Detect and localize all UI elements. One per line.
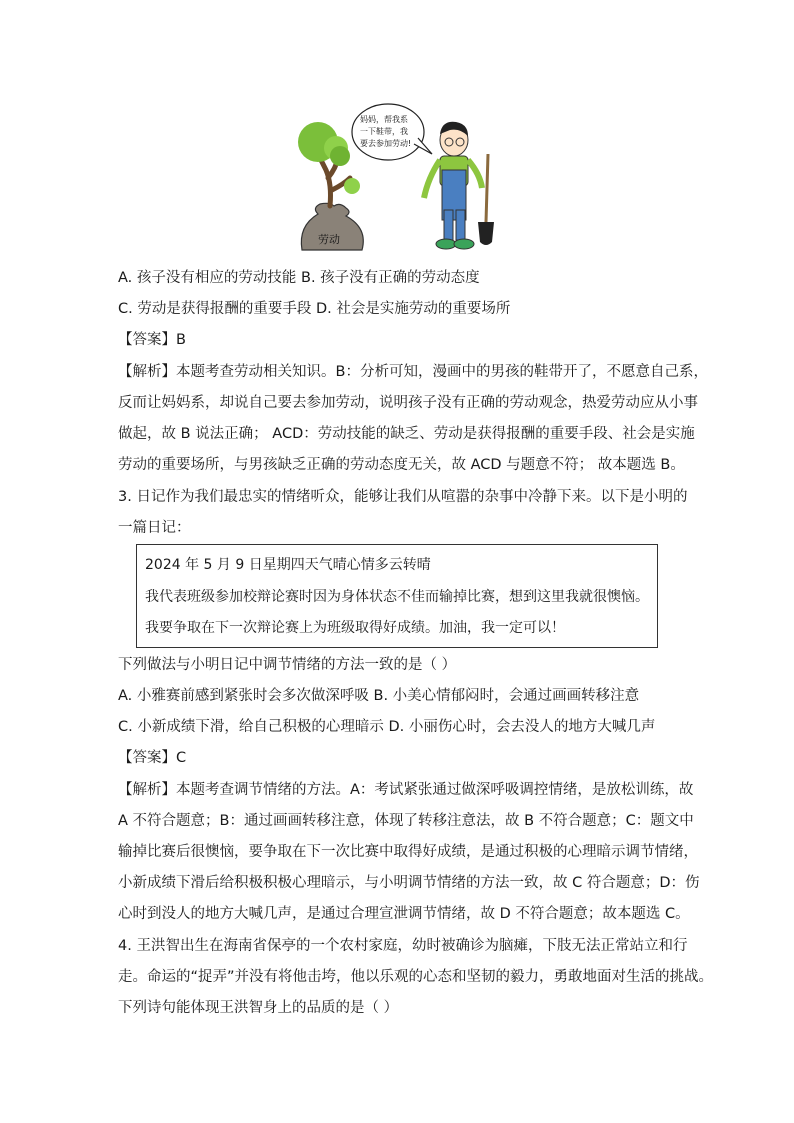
q3-analysis-line: 小新成绩下滑后给积极积极心理暗示，与小明调节情绪的方法一致，故 C 符合题意；D：伤	[118, 875, 700, 891]
boy-figure	[424, 122, 482, 249]
speech-line-1: 妈妈，帮我系	[360, 115, 408, 124]
shovel	[478, 154, 494, 245]
q2-analysis-line: 反而让妈妈系，却说自己要去参加劳动，说明孩子没有正确的劳动观念，热爱劳动应从小事	[118, 395, 698, 411]
q2-analysis-line: 做起，故 B 说法正确； ACD：劳动技能的缺乏、劳动是获得报酬的重要手段、社会是实施	[118, 426, 695, 442]
diary-line: 2024 年 5 月 9 日星期四天气晴心情多云转晴	[145, 557, 431, 573]
q3-stem-line: 一篇日记：	[118, 520, 191, 536]
q2-analysis-line: 【解析】本题考查劳动相关知识。B：分析可知，漫画中的男孩的鞋带开了，不愿意自己系，	[118, 364, 708, 380]
q3-analysis-line: A 不符合题意；B：通过画画转移注意，体现了转移注意法，故 B 不符合题意；C：题文中	[118, 813, 694, 829]
q3-options-ab: A. 小雅赛前感到紧张时会多次做深呼吸 B. 小美心情郁闷时，会通过画画转移注意	[118, 688, 640, 704]
q3-analysis-line: 输掉比赛后很懊恼，要争取在下一次比赛中取得好成绩，是通过积极的心理暗示调节情绪，	[118, 844, 698, 860]
speech-line-3: 要去参加劳动!	[360, 139, 412, 148]
diary-line: 我要争取在下一次辩论赛上为班级取得好成绩。加油，我一定可以！	[145, 620, 565, 636]
tree-leaf	[344, 178, 360, 194]
q2-options-cd: C. 劳动是获得报酬的重要手段 D. 社会是实施劳动的重要场所	[118, 301, 511, 317]
diary-line: 我代表班级参加校辩论赛时因为身体状态不佳而输掉比赛，想到这里我就很懊恼。	[145, 589, 649, 605]
q2-analysis-line: 劳动的重要场所，与男孩缺乏正确的劳动态度无关，故 ACD 与题意不符； 故本题选 B。	[118, 457, 685, 473]
speech-line-2: 一下鞋带，我	[360, 127, 408, 136]
q3-options-cd: C. 小新成绩下滑，给自己积极的心理暗示 D. 小丽伤心时，会去没人的地方大喊几声	[118, 719, 656, 735]
labor-cartoon-illustration	[290, 98, 510, 258]
q3-answer: 【答案】C	[118, 750, 187, 766]
q2-answer: 【答案】B	[118, 332, 186, 348]
q4-stem-line: 4. 王洪智出生在海南省保亭的一个农村家庭，幼时被确诊为脑瘫，下肢无法正常站立和行	[118, 938, 688, 954]
diary-box	[136, 544, 658, 648]
sack-label: 劳动	[318, 233, 340, 246]
q4-stem-line: 下列诗句能体现王洪智身上的品质的是（ ）	[118, 1000, 399, 1016]
q3-analysis-line: 【解析】本题考查调节情绪的方法。A：考试紧张通过做深呼吸调控情绪，是放松训练，故	[118, 782, 694, 798]
q3-stem-line: 3. 日记作为我们最忠实的情绪听众，能够让我们从喧嚣的杂事中冷静下来。以下是小明的	[118, 489, 688, 505]
tree-leaf	[330, 146, 350, 166]
q4-stem-line: 走。命运的“捉弄”并没有将他击垮，他以乐观的心态和坚韧的毅力，勇敢地面对生活的挑战。	[118, 969, 714, 985]
q3-analysis-line: 心时到没人的地方大喊几声，是通过合理宣泄调节情绪，故 D 不符合题意；故本题选 C。	[118, 906, 690, 922]
q3-question: 下列做法与小明日记中调节情绪的方法一致的是（ ）	[118, 657, 457, 673]
q2-options-ab: A. 孩子没有相应的劳动技能 B. 孩子没有正确的劳动态度	[118, 270, 480, 286]
